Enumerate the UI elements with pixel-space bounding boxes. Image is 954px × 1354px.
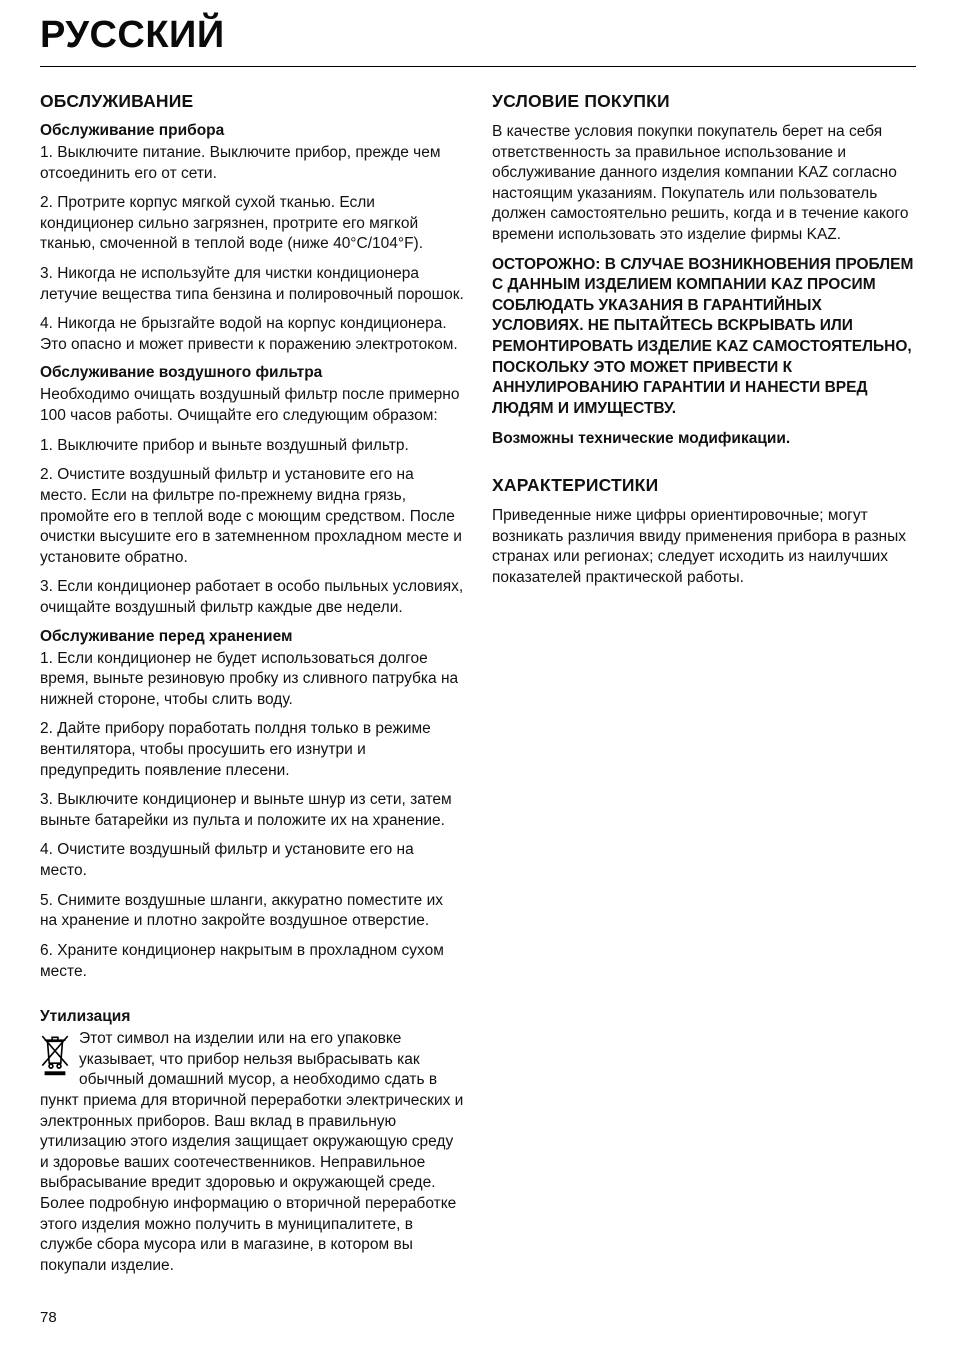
language-title: РУССКИЙ xyxy=(40,14,225,56)
storage-item: 3. Выключите кондиционер и выньте шнур из сети, затем выньте батарейки из пульта и положите их на хранение. xyxy=(40,791,452,829)
filter-item: 3. Если кондиционер работает в особо пыльных условиях, очищайте воздушный фильтр каждые две недели. xyxy=(40,578,464,616)
section-heading-maintenance: ОБСЛУЖИВАНИЕ xyxy=(40,91,194,111)
device-item: 1. Выключите питание. Выключите прибор, прежде чем отсоединить его от сети. xyxy=(40,144,441,182)
modifications-note: Возможны технические модификации. xyxy=(492,429,791,447)
content-columns xyxy=(40,91,916,1285)
disposal-block xyxy=(40,1029,464,1276)
section-heading-purchase-condition: УСЛОВИЕ ПОКУПКИ xyxy=(492,91,670,111)
disposal-text: Этот символ на изделии или на его упаковке указывает, что прибор нельзя выбрасывать как обычный домашний мусор, а необходимо сдать в пункт приема для вторичной переработки электрических и электронных приборов. Ваш вклад в правильную утилизацию этого изделия защищает окружающую среду и здоровье ваших соотечественников. Неправильное выбрасывание вредит здоровью и окружающей среде. Более подробную информацию о вторичной переработке этого изделия можно получить в муниципалитете, в службе сбора мусора или в магазине, в котором вы покупали изделие. xyxy=(40,1030,464,1274)
storage-item: 2. Дайте прибору поработать полдня только в режиме вентилятора, чтобы просушить его изнутри и предупредить появление плесени. xyxy=(40,720,431,779)
device-item: 3. Никогда не используйте для чистки кондиционера летучие вещества типа бензина и полировочный порошок. xyxy=(40,265,464,303)
filter-item: 2. Очистите воздушный фильтр и установите его на место. Если на фильтре по-прежнему видна грязь, промойте его в теплой воде с моющим средством. После очистки высушите его в затемненном прохладном месте и установите обратно. xyxy=(40,466,462,566)
filter-item: 1. Выключите прибор и выньте воздушный фильтр. xyxy=(40,436,409,454)
storage-item: 4. Очистите воздушный фильтр и установите его на место. xyxy=(40,841,414,880)
header-divider xyxy=(40,66,916,67)
purchase-condition-text: В качестве условия покупки покупатель берет на себя ответственность за правильное использование и обслуживание данного изделия компании KAZ согласно настоящим указаниям. Покупатель или пользователь должен самостоятельно решить, когда и в течение какого времени использовать это изделие фирмы KAZ. xyxy=(492,123,909,244)
specifications-text: Приведенные ниже цифры ориентировочные; могут возникать различия ввиду применения прибора в разных странах или регионах; следует исходить из наилучших показателей практической работы. xyxy=(492,507,907,586)
right-column xyxy=(492,91,916,1285)
left-column xyxy=(40,91,464,1285)
subheading-air-filter-maintenance: Обслуживание воздушного фильтра xyxy=(40,364,323,382)
device-item: 4. Никогда не брызгайте водой на корпус кондиционера. Это опасно и может привести к поражению электротоком. xyxy=(40,315,458,353)
subheading-storage-maintenance: Обслуживание перед хранением xyxy=(40,627,293,645)
subheading-device-maintenance: Обслуживание прибора xyxy=(40,122,225,139)
section-heading-specifications: ХАРАКТЕРИСТИКИ xyxy=(492,475,659,496)
storage-item: 6. Храните кондиционер накрытым в прохладном сухом месте. xyxy=(40,941,444,980)
storage-item: 1. Если кондиционер не будет использоваться долгое время, выньте резиновую пробку из сливного патрубка на нижней стороне, чтобы слить воду. xyxy=(40,649,459,708)
device-item: 2. Протрите корпус мягкой сухой тканью. Если кондиционер сильно загрязнен, протрите его мягкой тканью, смоченной в теплой воде (ниже 40°C/104°F). xyxy=(40,194,424,253)
weee-crossed-out-bin-icon xyxy=(40,1032,70,1081)
storage-item: 5. Снимите воздушные шланги, аккуратно поместите их на хранение и плотно закройте воздушное отверстие. xyxy=(40,891,443,930)
page-number: 78 xyxy=(40,1309,57,1326)
filter-intro: Необходимо очищать воздушный фильтр после примерно 100 часов работы. Очищайте его следующим образом: xyxy=(40,386,460,425)
warning-text: ОСТОРОЖНО: В СЛУЧАЕ ВОЗНИКНОВЕНИЯ ПРОБЛЕМ С ДАННЫМ ИЗДЕЛИЕМ КОМПАНИИ KAZ ПРОСИМ СОБЛЮДАТЬ УКАЗАНИЯ В ГАРАНТИЙНЫХ УСЛОВИЯХ. НЕ ПЫТАЙТЕСЬ ВСКРЫВАТЬ ИЛИ РЕМОНТИРОВАТЬ ИЗДЕЛИЕ KAZ САМОСТОЯТЕЛЬНО, ПОСКОЛЬКУ ЭТО МОЖЕТ ПРИВЕСТИ К АННУЛИРОВАНИЮ ГАРАНТИИ И НАНЕСТИ ВРЕД ЛЮДЯМ И ИМУЩЕСТВУ. xyxy=(492,255,914,417)
subheading-disposal: Утилизация xyxy=(40,1008,131,1026)
